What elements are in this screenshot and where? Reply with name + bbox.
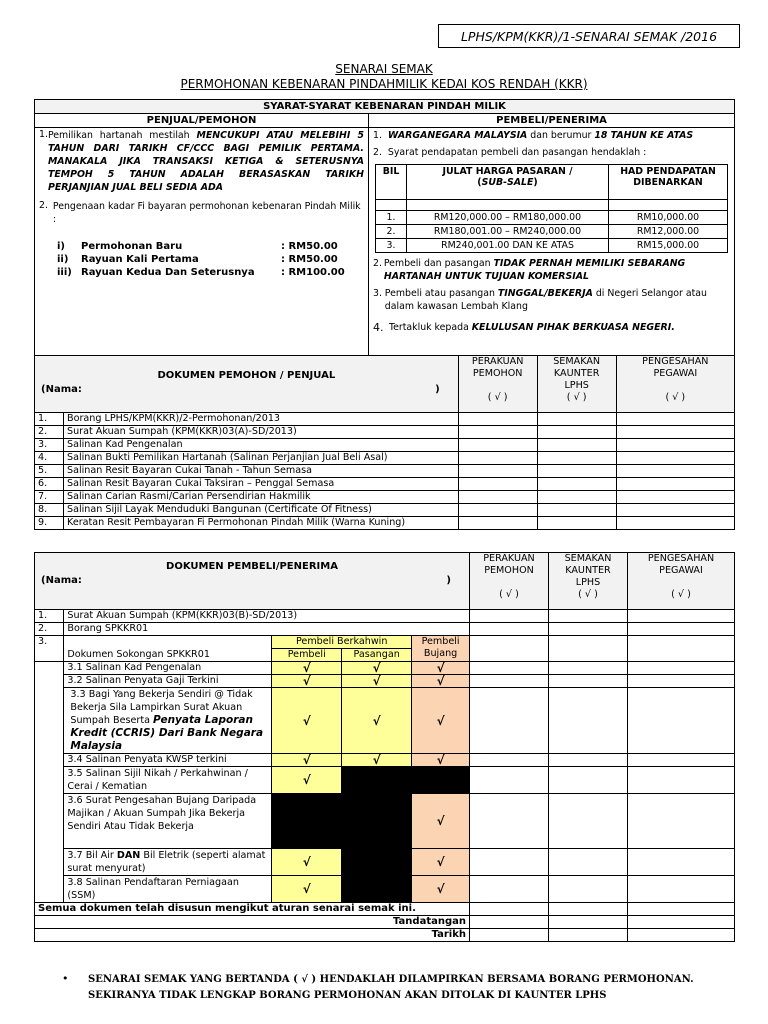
table-row: 5. Salinan Resit Bayaran Cukai Tanah - Tahun Semasa	[35, 465, 735, 478]
checkbox-cell[interactable]	[458, 478, 537, 491]
seller-cond-1-emphasis: MENCUKUPI ATAU MELEBIHI 5 TAHUN DARI TARIKH CF/CCC BAGI PEMILIK PERTAMA. MANAKALA JIKA TRANSAKSI KETIGA & SETERUSNYA TEMPOH 5 TAHUN ADALAH BERASASKAN TARIKH PERJANJIAN JUAL BELI SEDIA ADA	[47, 130, 365, 193]
income-row: 2. RM180,001.00 – RM240,000.00 RM12,000.00	[376, 225, 728, 239]
name-close: )	[435, 384, 440, 395]
pembeli-header: Pembeli	[272, 649, 342, 662]
checkbox-cell[interactable]	[470, 610, 549, 623]
signature-label: Tandatangan	[35, 916, 470, 929]
checkbox-cell[interactable]	[470, 767, 549, 794]
reference-box	[438, 24, 740, 48]
table-row: 3.3 Bagi Yang Bekerja Sendiri @ Tidak Bekerja Sila Lampirkan Surat Akuan Sumpah Beserta Penyata Laporan Kredit (CCRIS) Dari Bank Negara Malaysia √ √ √	[35, 688, 735, 754]
checkbox-cell[interactable]	[628, 610, 735, 623]
pengesahan-header: PENGESAHAN PEGAWAI ( √ )	[628, 553, 735, 610]
checkbox-cell[interactable]	[616, 478, 734, 491]
table-row: 3.6 Surat Pengesahan Bujang Daripada Majikan / Akuan Sumpah Jika Bekerja Sendiri Atau Tidak Bekerja √	[35, 794, 735, 849]
pengesahan-header: PENGESAHAN PEGAWAI ( √ )	[616, 356, 734, 413]
checkbox-cell[interactable]	[537, 426, 616, 439]
checkbox-cell[interactable]	[549, 675, 628, 688]
applicant-docs-table	[34, 355, 735, 530]
perakuan-header: PERAKUAN PEMOHON ( √ )	[458, 356, 537, 413]
seller-cond-2-text: Pengenaan kadar Fi bayaran permohonan kebenaran Pindah Milik :	[52, 201, 361, 225]
checkbox-cell[interactable]	[549, 688, 628, 754]
checkbox-cell[interactable]	[537, 491, 616, 504]
semakan-header: SEMAKAN KAUNTER LPHS ( √ )	[537, 356, 616, 413]
table-row: 7. Salinan Carian Rasmi/Carian Persendirian Hakmilik	[35, 491, 735, 504]
signature-cell[interactable]	[628, 916, 735, 929]
table-row: 3.5 Salinan Sijil Nikah / Perkahwinan / Cerai / Kematian √	[35, 767, 735, 794]
checkbox-cell[interactable]	[470, 623, 549, 636]
checkbox-cell[interactable]	[470, 675, 549, 688]
name-label: (Nama:	[41, 575, 82, 586]
table-row: 2. Surat Akuan Sumpah (KPM(KKR)03(A)-SD/2013)	[35, 426, 735, 439]
checkbox-cell[interactable]	[616, 426, 734, 439]
fee-list	[39, 240, 364, 279]
perakuan-header: PERAKUAN PEMOHON ( √ )	[470, 553, 549, 610]
applicant-docs-heading: DOKUMEN PEMOHON / PENJUAL	[157, 370, 336, 381]
checkbox-cell[interactable]	[470, 688, 549, 754]
checkbox-cell[interactable]	[549, 876, 628, 903]
date-cell[interactable]	[549, 929, 628, 942]
checkbox-cell[interactable]	[470, 662, 549, 675]
income-row: 1. RM120,000.00 – RM180,000.00 RM10,000.00	[376, 211, 728, 225]
table-row: 1. Borang LPHS/KPM(KKR)/2-Permohonan/2013	[35, 413, 735, 426]
checkbox-cell[interactable]	[628, 767, 735, 794]
name-label: (Nama:	[41, 384, 82, 395]
checkbox-cell[interactable]	[616, 517, 734, 530]
checkbox-cell[interactable]	[616, 413, 734, 426]
item-number: 2.	[39, 200, 48, 211]
summary-text: Semua dokumen telah disusun mengikut aturan senarai semak ini.	[35, 903, 470, 916]
table-row: 3.4 Salinan Penyata KWSP terkini √ √ √	[35, 754, 735, 767]
single-header: Pembeli Bujang	[412, 636, 470, 662]
table-row: 3.1 Salinan Kad Pengenalan √ √ √	[35, 662, 735, 675]
checkbox-cell[interactable]	[458, 452, 537, 465]
fee-item: i) Permohonan Baru : RM50.00	[57, 241, 338, 252]
item-number: 1.	[39, 129, 48, 140]
name-close: )	[446, 575, 451, 586]
checkbox-cell[interactable]	[537, 504, 616, 517]
pasangan-header: Pasangan	[342, 649, 412, 662]
conditions-heading: SYARAT-SYARAT KEBENARAN PINDAH MILIK	[35, 100, 735, 114]
table-row: 8. Salinan Sijil Layak Menduduki Bangunan (Certificate Of Fitness)	[35, 504, 735, 517]
checkbox-cell[interactable]	[616, 465, 734, 478]
footer-line-1: SENARAI SEMAK YANG BERTANDA ( √ ) HENDAKLAH DILAMPIRKAN BERSAMA BORANG PERMOHONAN.	[88, 974, 694, 985]
date-label: Tarikh	[35, 929, 470, 942]
checkbox-cell[interactable]	[537, 465, 616, 478]
checkbox-cell[interactable]	[470, 794, 549, 849]
married-header: Pembeli Berkahwin	[272, 636, 412, 649]
checkbox-cell[interactable]	[537, 439, 616, 452]
seller-cond-1-text: Pemilikan hartanah mestilah	[47, 130, 197, 141]
table-row: 3.8 Salinan Pendaftaran Perniagaan (SSM) √ √	[35, 876, 735, 903]
table-row: 6. Salinan Resit Bayaran Cukai Taksiran – Penggal Semasa	[35, 478, 735, 491]
checkbox-cell[interactable]	[458, 517, 537, 530]
buyer-docs-heading: DOKUMEN PEMBELI/PENERIMA	[166, 561, 338, 572]
buyer-docs-table: DOKUMEN PEMBELI/PENERIMA (Nama: ) PERAKUAN PEMOHON ( √ ) SEMAKAN KAUNTER LPHS ( √ ) PENGESAHAN PEGAWAI ( √ ) 1. Surat Akuan Sumpah (KPM(KKR)03(B)-SD/2013) 2. Borang SPKKR01 3. Pembeli Berkahwin Pembeli Bujang Dokumen Sokongan SPKKR01 Pembeli Pasangan 3.1 Salinan Kad Pengenalan √ √ √ 3.2 Salinan Penyata Gaji Terkini √ √ √ 3.3 Bagi Yang Bekerja Sendiri @ Tidak Bekerja Sila Lampirkan Surat Akuan Sumpah Beserta Penyata Laporan Kredit (CCRIS) Dari Bank Negara Malaysia √ √ √ 3.4 Salinan Penyata KWSP terkini √ √ √ 3.5 Salinan Sijil Nikah / Perkahwinan / Cerai / Kematian √ 3.6 Surat Pengesahan Bujang Daripada Majikan / Akuan Sumpah Jika Bekerja Sendiri Atau Tidak Bekerja √ 3.7 Bil Air DAN Bil Eletrik (seperti alamat surat menyurat) √ √ 3.8 Salinan Pendaftaran Perniagaan (SSM) √ √ Semua dokumen telah disusun mengikut aturan senarai semak ini. Tandatangan Tarikh	[34, 552, 735, 942]
conditions-table	[34, 99, 735, 357]
supporting-docs-label: Dokumen Sokongan SPKKR01	[64, 649, 272, 662]
checkbox-cell[interactable]	[628, 675, 735, 688]
checkbox-cell[interactable]	[470, 754, 549, 767]
footer-line-2: SEKIRANYA TIDAK LENGKAP BORANG PERMOHONAN AKAN DITOLAK DI KAUNTER LPHS	[88, 990, 607, 1001]
fee-item: ii) Rayuan Kali Pertama : RM50.00	[57, 254, 338, 265]
checkbox-cell[interactable]	[628, 623, 735, 636]
income-table: BIL JULAT HARGA PASARAN / (SUB-SALE) HAD PENDAPATAN DIBENARKAN 1. RM120,000.00 – RM180,000.00 RM10,000.00 2. RM180,001.00 – RM240,000.00 RM12,000.00 3. RM240,001.00 DAN KE ATAS RM15,000.00	[375, 164, 728, 253]
fee-item: iii) Rayuan Kedua Dan Seterusnya : RM100.00	[57, 267, 345, 278]
buyer-conditions: 1. WARGANEGARA MALAYSIA dan berumur 18 TAHUN KE ATAS 2. Syarat pendapatan pembeli dan pasangan hendaklah : BIL JULAT HARGA PASARAN / (SUB-SALE) HAD PENDAPATAN DIBENARKAN 1. RM120,000.00 – RM180,000.00 RM10,000.00 2. RM180,001.00 – RM240,000.00 RM12,000.00 3. RM240,001.00 DAN KE ATAS RM15,000.00 2. Pembeli dan pasangan TIDAK PERNAH MEMILIKI SEBARANG HARTANAH UNTUK TUJUAN KOMERSIAL 3. Pembeli atau pasangan TINGGAL/BEKERJA di Negeri Selangor atau dalam kawasan Lembah Klang 4. Tertakluk kepada KELULUSAN PIHAK BERKUASA NEGERI.	[369, 128, 735, 357]
date-cell[interactable]	[470, 929, 549, 942]
reference-code: LPHS/KPM(KKR)/1-SENARAI SEMAK /2016	[460, 28, 718, 44]
checkbox-cell[interactable]	[616, 452, 734, 465]
checkbox-cell[interactable]	[616, 504, 734, 517]
checkbox-cell[interactable]	[470, 876, 549, 903]
signature-cell[interactable]	[470, 916, 549, 929]
checkbox-cell[interactable]	[549, 623, 628, 636]
title-line-2: PERMOHONAN KEBENARAN PINDAHMILIK KEDAI KOS RENDAH (KKR)	[180, 77, 588, 91]
signature-cell[interactable]	[549, 916, 628, 929]
checkbox-cell[interactable]	[616, 491, 734, 504]
checkbox-cell[interactable]	[628, 754, 735, 767]
checkbox-cell[interactable]	[537, 478, 616, 491]
table-row: 4. Salinan Bukti Pemilikan Hartanah (Salinan Perjanjian Jual Beli Asal)	[35, 452, 735, 465]
checkbox-cell[interactable]	[549, 610, 628, 623]
table-row: 3.2 Salinan Penyata Gaji Terkini √ √ √	[35, 675, 735, 688]
checkbox-cell[interactable]	[458, 439, 537, 452]
checkbox-cell[interactable]	[458, 504, 537, 517]
checkbox-cell[interactable]	[470, 849, 549, 876]
date-cell[interactable]	[628, 929, 735, 942]
table-row: 1. Surat Akuan Sumpah (KPM(KKR)03(B)-SD/2013)	[35, 610, 735, 623]
checkbox-cell[interactable]	[616, 439, 734, 452]
checkbox-cell[interactable]	[549, 767, 628, 794]
seller-conditions	[35, 128, 369, 357]
semakan-header: SEMAKAN KAUNTER LPHS ( √ )	[549, 553, 628, 610]
checkbox-cell[interactable]	[628, 794, 735, 849]
checkbox-cell[interactable]	[549, 794, 628, 849]
checkbox-cell[interactable]	[458, 426, 537, 439]
checkbox-cell[interactable]	[549, 662, 628, 675]
footer-bullet: •	[62, 972, 69, 985]
table-row: 2. Borang SPKKR01	[35, 623, 735, 636]
checkbox-cell[interactable]	[628, 688, 735, 754]
table-row: 3. Salinan Kad Pengenalan	[35, 439, 735, 452]
checkbox-cell[interactable]	[537, 517, 616, 530]
checkbox-cell[interactable]	[628, 876, 735, 903]
checkbox-cell[interactable]	[628, 662, 735, 675]
checkbox-cell[interactable]	[537, 452, 616, 465]
buyer-heading: PEMBELI/PENERIMA	[369, 114, 735, 128]
table-row: 3.7 Bil Air DAN Bil Eletrik (seperti alamat surat menyurat) √ √	[35, 849, 735, 876]
seller-heading: PENJUAL/PEMOHON	[35, 114, 369, 128]
checkbox-cell[interactable]	[458, 465, 537, 478]
checkbox-cell[interactable]	[549, 754, 628, 767]
title-line-1: SENARAI SEMAK	[335, 62, 433, 76]
checkbox-cell[interactable]	[458, 413, 537, 426]
checkbox-cell[interactable]	[549, 849, 628, 876]
table-row: 9. Keratan Resit Pembayaran Fi Permohonan Pindah Milik (Warna Kuning)	[35, 517, 735, 530]
checkbox-cell[interactable]	[458, 491, 537, 504]
checkbox-cell[interactable]	[537, 413, 616, 426]
checkbox-cell[interactable]	[628, 849, 735, 876]
income-row: 3. RM240,001.00 DAN KE ATAS RM15,000.00	[376, 239, 728, 253]
